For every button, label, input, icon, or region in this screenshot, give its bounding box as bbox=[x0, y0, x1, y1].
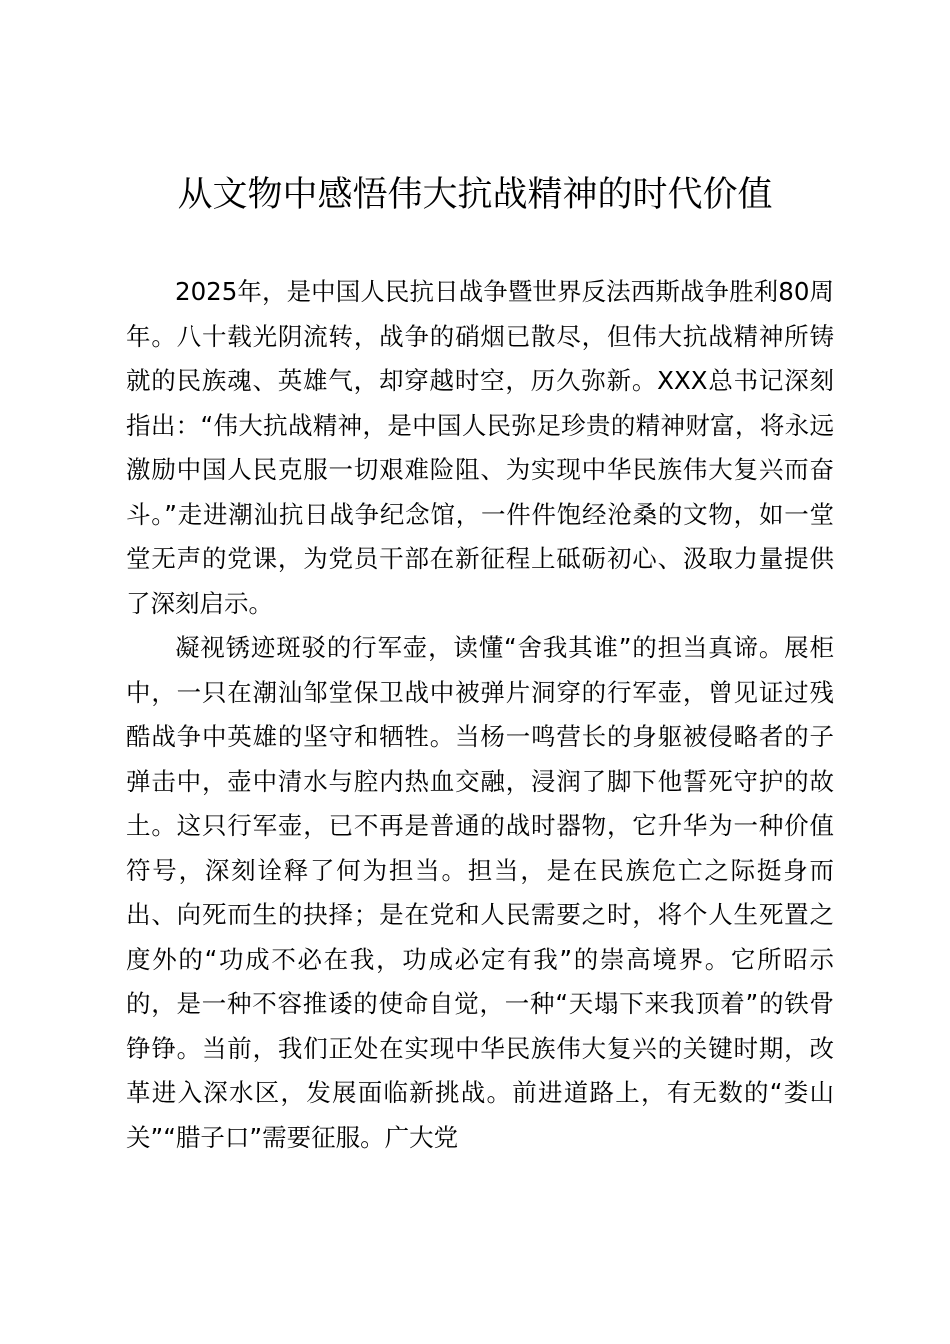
document-body bbox=[126, 270, 834, 1160]
paragraph-canteen: 凝视锈迹斑驳的行军壶，读懂“舍我其谁”的担当真谛。展柜中，一只在潮汕邹堂保卫战中被弹片洞穿的行军壶，曾见证过残酷战争中英雄的坚守和牺牲。当杨一鸣营长的身躯被侵略者的子弹击中，壶中清水与腔内热血交融，浸润了脚下他誓死守护的故土。这只行军壶，已不再是普通的战时器物，它升华为一种价值符号，深刻诠释了何为担当。担当，是在民族危亡之际挺身而出、向死而生的抉择；是在党和人民需要之时，将个人生死置之度外的“功成不必在我，功成必定有我”的崇高境界。它所昭示的，是一种不容推诿的使命自觉，一种“天塌下来我顶着”的铁骨铮铮。当前，我们正处在实现中华民族伟大复兴的关键时期，改革进入深水区，发展面临新挑战。前进道路上，有无数的“娄山关”“腊子口”需要征服。广大党 bbox=[126, 633, 834, 1152]
document-title: 从文物中感悟伟大抗战精神的时代价值 bbox=[177, 175, 773, 215]
paragraph-intro: 2025年，是中国人民抗日战争暨世界反法西斯战争胜利80周年。八十载光阴流转，战争的硝烟已散尽，但伟大抗战精神所铸就的民族魂、英雄气，却穿越时空，历久弥新。XXX总书记深刻指出：“伟大抗战精神，是中国人民弥足珍贵的精神财富，将永远激励中国人民克服一切艰难险阻、为实现中华民族伟大复兴而奋斗。”走进潮汕抗日战争纪念馆，一件件饱经沧桑的文物，如一堂堂无声的党课，为党员干部在新征程上砥砺初心、汲取力量提供了深刻启示。 bbox=[126, 277, 834, 618]
